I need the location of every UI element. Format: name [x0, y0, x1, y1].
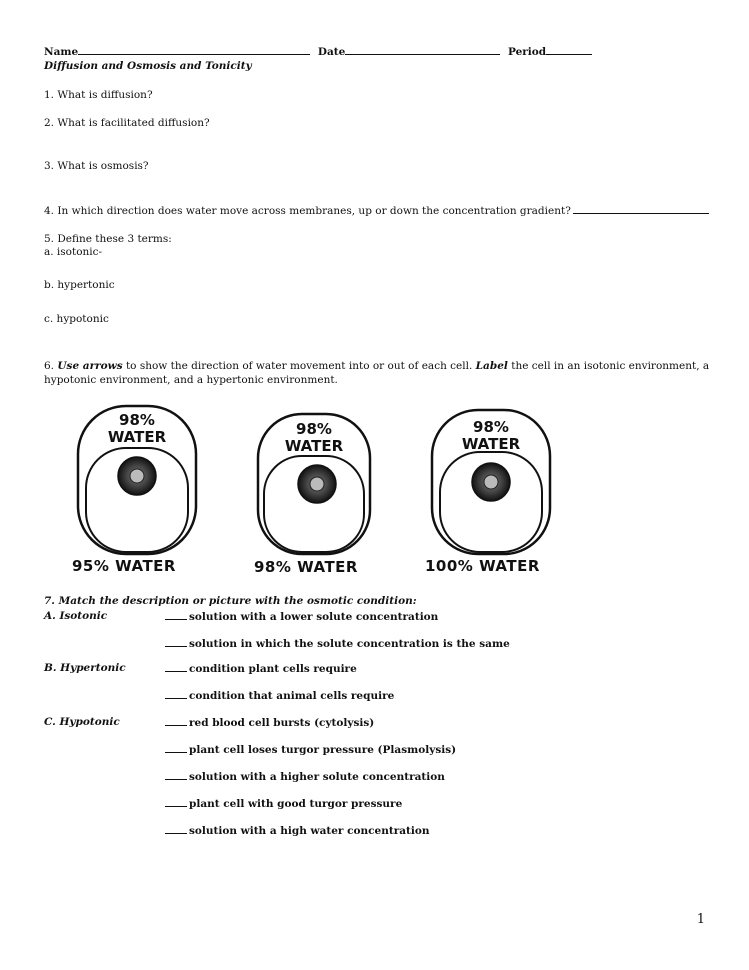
match-item: [165, 797, 402, 810]
match-answer-field[interactable]: [165, 637, 187, 647]
question-5: 5. Define these 3 terms:: [44, 233, 172, 245]
name-row: [44, 45, 592, 59]
question-3: 3. What is osmosis?: [44, 160, 149, 172]
cell-3-inner-label: 98% WATER: [461, 418, 521, 453]
match-item: [165, 662, 357, 675]
match-item-text: solution with a lower solute concentration: [189, 611, 439, 623]
match-item: [165, 637, 510, 650]
question-2: 2. What is facilitated diffusion?: [44, 117, 210, 129]
cell-1-inner-label: 98% WATER: [107, 411, 167, 446]
question-6-line-2: hypotonic environment, and a hypertonic environment.: [44, 374, 338, 386]
date-label: Date: [317, 46, 346, 58]
match-item-text: plant cell with good turgor pressure: [189, 798, 403, 810]
match-answer-field[interactable]: [165, 689, 187, 699]
match-item-text: condition that animal cells require: [189, 690, 395, 702]
match-answer-field[interactable]: [165, 610, 187, 620]
match-item: [165, 824, 430, 837]
question-4-answer-field[interactable]: [573, 204, 709, 214]
question-1: 1. What is diffusion?: [44, 89, 153, 101]
match-answer-field[interactable]: [165, 743, 187, 753]
period-field[interactable]: [546, 45, 592, 55]
question-6-emphasis-arrows: Use arrows: [57, 360, 123, 372]
match-item: [165, 770, 445, 783]
question-4: [44, 204, 709, 218]
question-5c: c. hypotonic: [44, 313, 109, 325]
match-answer-field[interactable]: [165, 824, 187, 834]
match-item-text: solution with a higher solute concentration: [189, 771, 445, 783]
page-number: 1: [696, 912, 705, 927]
match-item: [165, 716, 374, 729]
question-6-number: 6.: [44, 360, 55, 372]
date-field[interactable]: [345, 45, 500, 55]
question-6-line-1: [44, 360, 709, 373]
cell-1-nucleolus: [130, 469, 144, 483]
match-item-text: solution with a high water concentration: [189, 825, 430, 837]
question-5b: b. hypertonic: [44, 279, 115, 291]
condition-isotonic: A. Isotonic: [44, 610, 108, 622]
match-item-text: condition plant cells require: [189, 663, 357, 675]
cell-2-environment-label: 98% WATER: [254, 558, 358, 576]
cell-1-environment-label: 95% WATER: [72, 557, 176, 575]
name-label: Name: [44, 46, 79, 58]
question-6-text-1: to show the direction of water movement into or out of each cell.: [125, 360, 473, 372]
match-answer-field[interactable]: [165, 716, 187, 726]
condition-hypertonic: B. Hypertonic: [44, 662, 126, 674]
match-item-text: red blood cell bursts (cytolysis): [189, 717, 375, 729]
match-answer-field[interactable]: [165, 662, 187, 672]
match-item-text: plant cell loses turgor pressure (Plasmolysis): [189, 744, 457, 756]
name-field[interactable]: [78, 45, 310, 55]
match-answer-field[interactable]: [165, 797, 187, 807]
match-item-text: solution in which the solute concentration is the same: [189, 638, 510, 650]
question-7-heading: 7. Match the description or picture with the osmotic condition:: [44, 595, 417, 607]
cell-3-environment-label: 100% WATER: [425, 557, 540, 575]
cell-3-nucleolus: [484, 475, 498, 489]
match-item: [165, 610, 438, 623]
question-6-emphasis-label: Label: [475, 360, 508, 372]
worksheet-title: Diffusion and Osmosis and Tonicity: [44, 60, 252, 72]
question-4-text: 4. In which direction does water move across membranes, up or down the concentration gradient?: [44, 205, 571, 217]
question-6-text-2: the cell in an isotonic environment, a: [511, 360, 710, 372]
condition-hypotonic: C. Hypotonic: [44, 716, 120, 728]
period-label: Period: [507, 46, 547, 58]
cell-2-nucleolus: [310, 477, 324, 491]
match-item: [165, 689, 394, 702]
cell-2-inner-label: 98% WATER: [284, 420, 344, 455]
question-5a: a. isotonic-: [44, 246, 103, 258]
match-item: [165, 743, 456, 756]
match-answer-field[interactable]: [165, 770, 187, 780]
